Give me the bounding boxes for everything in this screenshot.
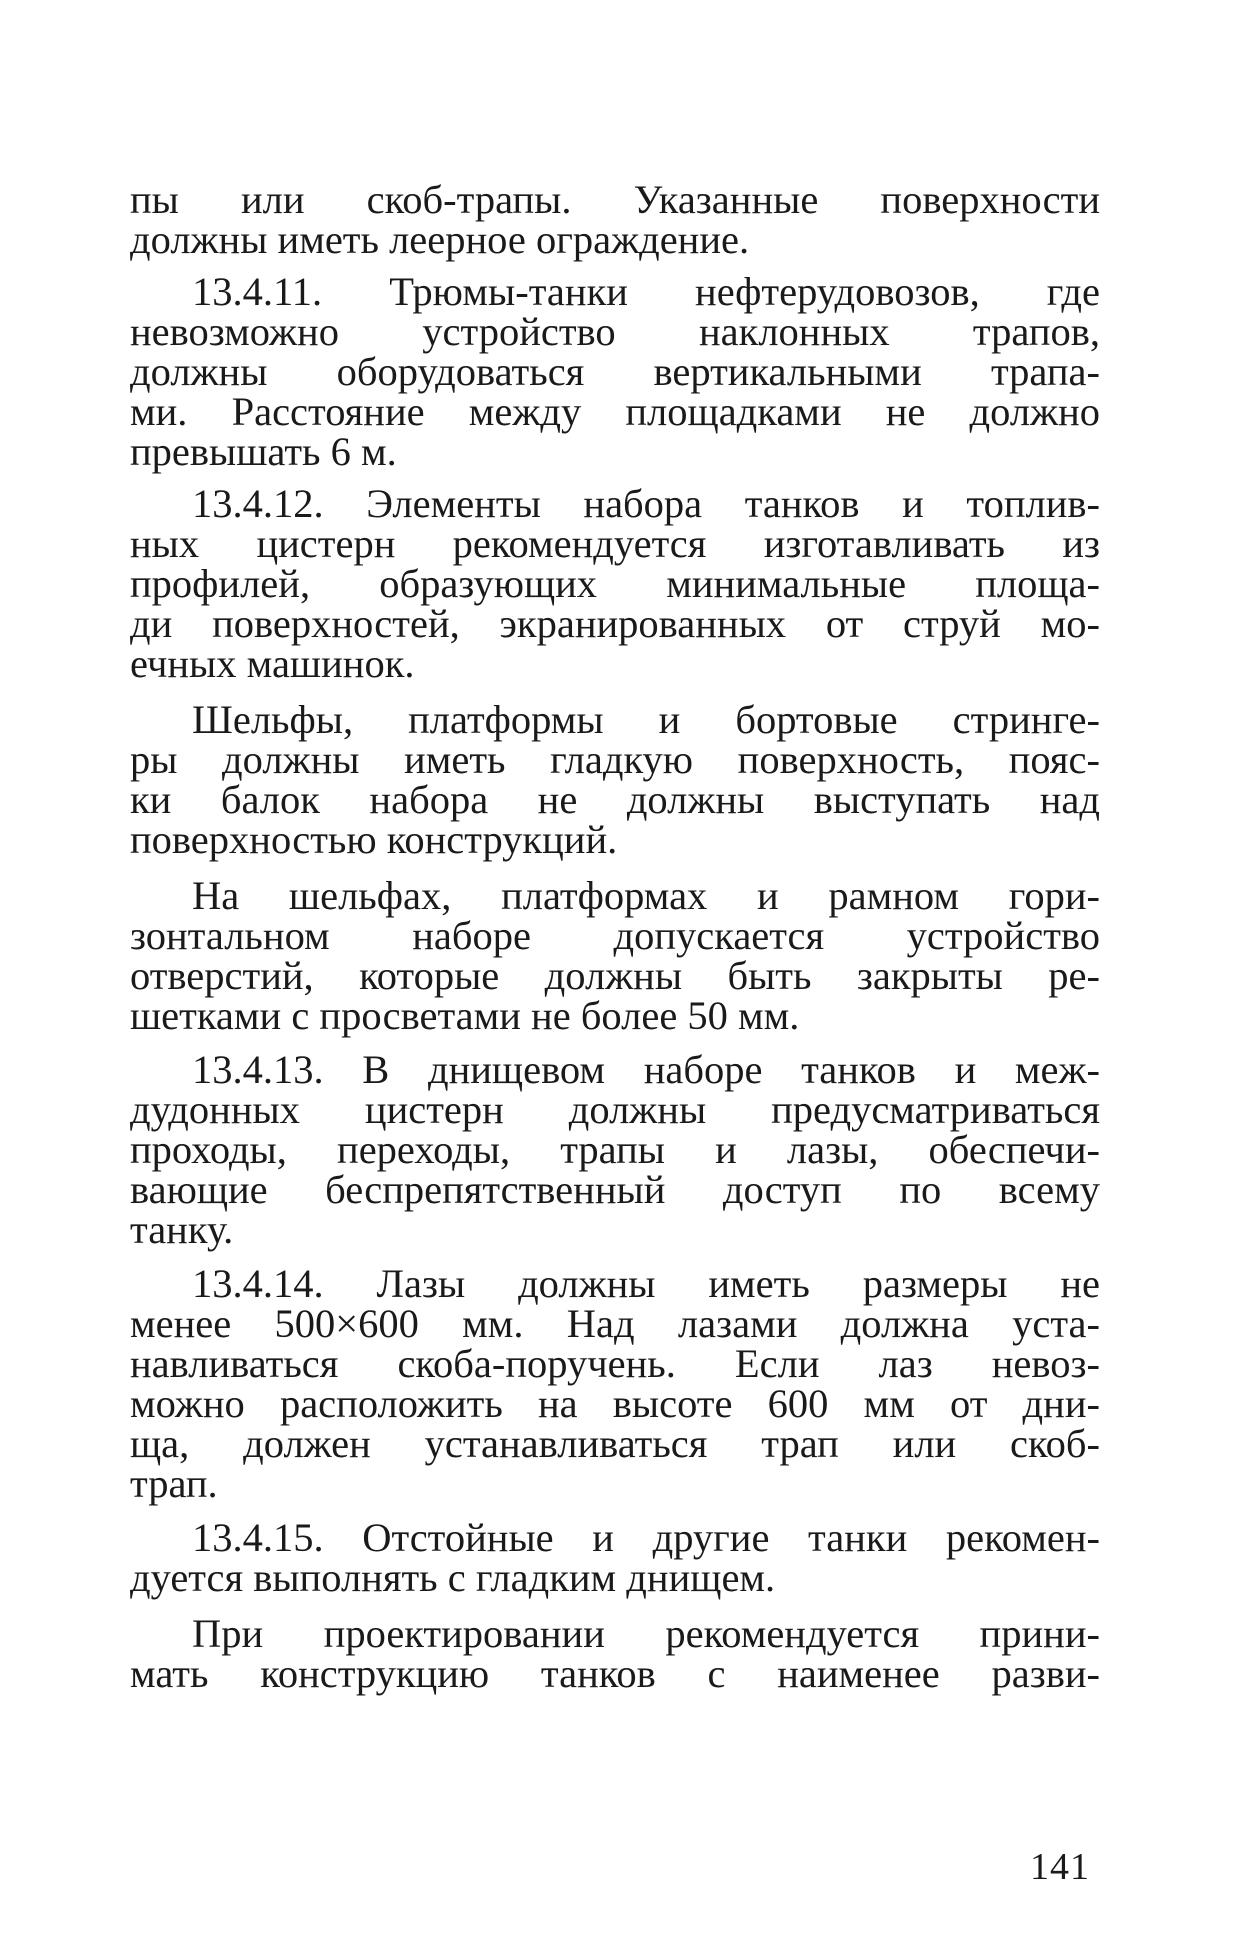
text-line: 13.4.13. В днищевом наборе танков и меж- [192,1047,1100,1092]
text-line: менее 500×600 мм. Над лазами должна уста- [130,1301,1100,1346]
text-line: вающие беспрепятственный доступ по всему [130,1167,1100,1212]
text-line: должны оборудоваться вертикальными трапа- [130,349,1100,394]
text-line: На шельфах, платформах и рамном гори- [192,873,1100,918]
text-line: трап. [130,1461,218,1506]
text-line: ща, должен устанавливаться трап или скоб- [130,1421,1100,1466]
text-line: Шельфы, платформы и бортовые стринге- [192,697,1100,742]
page-number: 141 [1030,1846,1090,1888]
text-line: пы или скоб-трапы. Указанные поверхности [130,177,1100,222]
text-line: профилей, образующих минимальные площа- [130,561,1100,606]
text-line: ди поверхностей, экранированных от струй мо- [130,601,1100,646]
text-line: ных цистерн рекомендуется изготавливать из [130,521,1100,566]
text-line: зонтальном наборе допускается устройство [130,913,1100,958]
text-line: можно расположить на высоте 600 мм от дни- [130,1381,1100,1426]
text-line: навливаться скоба-поручень. Если лаз невоз- [130,1341,1100,1386]
text-line: 13.4.14. Лазы должны иметь размеры не [192,1261,1100,1306]
text-line: дуется выполнять с гладким днищем. [130,1555,776,1600]
text-line: отверстий, которые должны быть закрыты ре- [130,953,1100,998]
text-line: 13.4.12. Элементы набора танков и топлив- [192,481,1100,526]
text-line: танку. [130,1207,234,1252]
text-line: невозможно устройство наклонных трапов, [130,309,1100,354]
text-line: проходы, переходы, трапы и лазы, обеспечи- [130,1127,1100,1172]
text-line: поверхностью конструкций. [130,817,618,862]
text-line: должны иметь леерное ограждение. [130,217,750,262]
text-line: 13.4.11. Трюмы-танки нефтерудовозов, где [192,269,1100,314]
text-line: дудонных цистерн должны предусматриваться [130,1087,1100,1132]
text-line: шетками с просветами не более 50 мм. [130,993,800,1038]
text-line: ми. Расстояние между площадками не должно [130,389,1100,434]
text-line: превышать 6 м. [130,429,397,474]
text-line: мать конструкцию танков с наименее разви- [130,1651,1100,1696]
text-line: При проектировании рекомендуется прини- [192,1611,1100,1656]
text-line: ечных машинок. [130,641,415,686]
text-line: ки балок набора не должны выступать над [130,777,1100,822]
text-line: ры должны иметь гладкую поверхность, пояс- [130,737,1100,782]
text-line: 13.4.15. Отстойные и другие танки рекомен- [192,1515,1100,1560]
